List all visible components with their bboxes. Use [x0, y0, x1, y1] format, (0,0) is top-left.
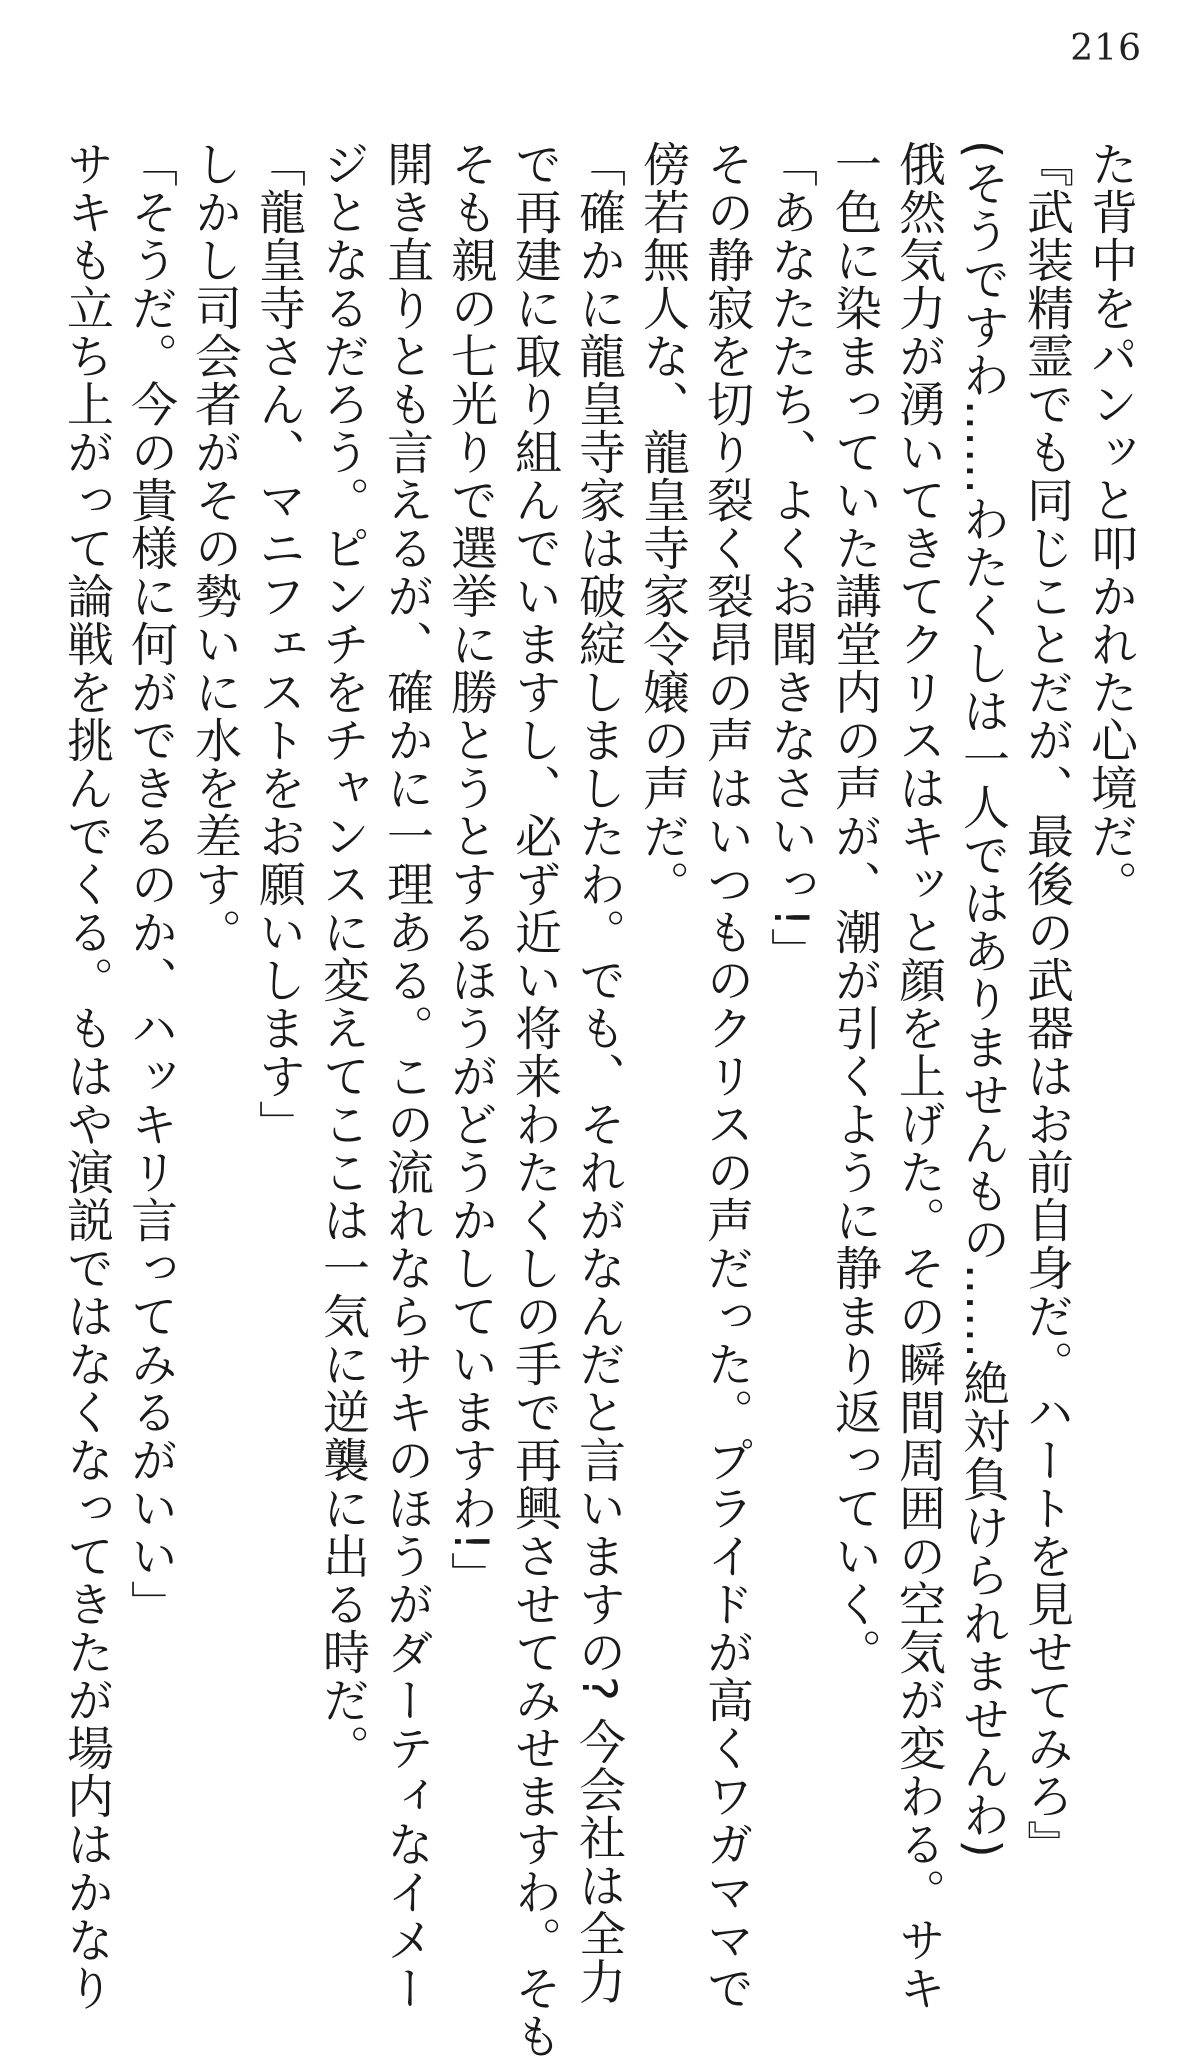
- text-line: 俄然気力が湧いてきてクリスはキッと顔を上げた。その瞬間周囲の空気が変わる。サキ: [891, 140, 946, 2012]
- text-line: (そうですわ……わたくしは一人ではありませんもの……絶対負けられませんわ): [955, 140, 1010, 1859]
- text-line: しかし司会者がその勢いに水を差す。: [187, 140, 242, 956]
- text-line: その静寂を切り裂く裂昂の声はいつものクリスの声だった。プライドが高くワガママで: [699, 140, 754, 2012]
- text-line: た背中をパンッと叩かれた心境だ。: [1083, 140, 1138, 908]
- text-line: サキも立ち上がって論戦を挑んでくる。もはや演説ではなくなってきたが場内はかなり: [59, 140, 114, 2012]
- text-line: 「そうだ。今の貴様に何ができるのか、ハッキリ言ってみるがいい」: [123, 140, 178, 1628]
- text-line: 『武装精霊でも同じことだが、最後の武器はお前自身だ。ハートを見せてみろ』: [1019, 140, 1074, 1868]
- text-line: 傍若無人な、龍皇寺家令嬢の声だ。: [635, 140, 690, 908]
- text-line: 一色に染まっていた講堂内の声が、潮が引くように静まり返っていく。: [827, 140, 882, 1676]
- text-line: 「確かに龍皇寺家は破綻しましたわ。でも、それがなんだと言いますの? 今会社は全力: [571, 140, 626, 2006]
- page-number: 216: [1070, 28, 1142, 69]
- text-line: 「あなたたち、よくお聞きなさいっ!」: [763, 140, 818, 976]
- text-line: 「龍皇寺さん、マニフェストをお願いします」: [251, 140, 306, 1148]
- vertical-text-body: [54, 140, 1142, 2060]
- text-line: で再建に取り組んでいますし、必ず近い将来わたくしの手で再興させてみせますわ。そも: [507, 140, 562, 2060]
- text-line: ジとなるだろう。ピンチをチャンスに変えてここは一気に逆襲に出る時だ。: [315, 140, 370, 1772]
- text-line: そも親の七光りで選挙に勝とうとするほうがどうかしていますわ!」: [443, 140, 498, 1600]
- text-line: 開き直りとも言えるが、確かに一理ある。この流れならサキのほうがダーティなイメー: [379, 140, 434, 2012]
